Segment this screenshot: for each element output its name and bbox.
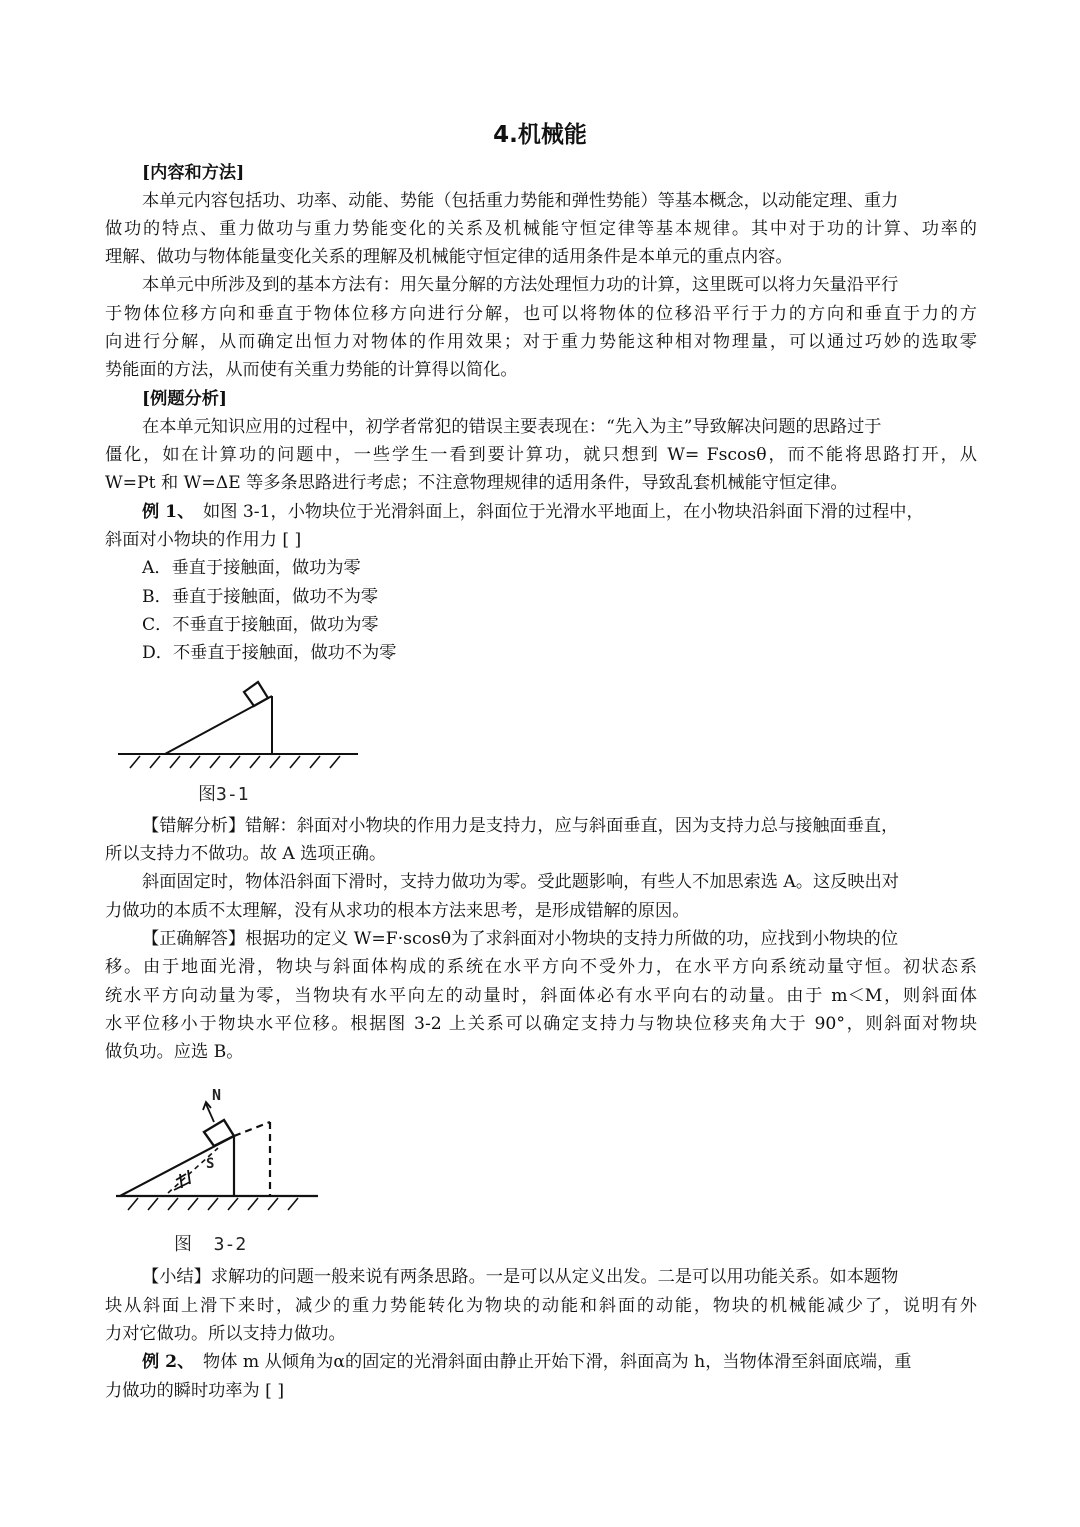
- page-title: 4.机械能: [493, 122, 587, 148]
- paragraph-line: 做功的特点、重力做功与重力势能变化的关系及机械能守恒定律等基本规律。其中对于功的计算、功率的: [105, 219, 977, 239]
- example-1-stem: 如图 3-1，小物块位于光滑斜面上，斜面位于光滑水平地面上，在小物块沿斜面下滑的过程中，: [203, 502, 924, 522]
- paragraph-line: 本单元内容包括功、功率、动能、势能（包括重力势能和弹性势能）等基本概念，以动能定理、重力: [142, 191, 899, 211]
- correct-answer-line: 移。由于地面光滑，物块与斜面体构成的系统在水平方向不受外力，在水平方向系统动量守恒。初状态系: [105, 957, 977, 977]
- wrong-analysis-line: 【错解分析】错解：斜面对小物块的作用力是支持力，应与斜面垂直，因为支持力总与接触面垂直，: [142, 816, 899, 836]
- summary-line: 块从斜面上滑下来时，减少的重力势能转化为物块的动能和斜面的动能，物块的机械能减少了，说明有外: [105, 1296, 977, 1316]
- summary-line: 【小结】求解功的问题一般来说有两条思路。一是可以从定义出发。二是可以用功能关系。如本题物: [142, 1267, 899, 1287]
- figure-3-2-caption: 图 3-2: [174, 1234, 247, 1255]
- example-2-stem: 物体 m 从倾角为α的固定的光滑斜面由静止开始下滑，斜面高为 h，当物体滑至斜面底端，重: [203, 1352, 912, 1372]
- figure-3-1-caption: 图3-1: [198, 784, 249, 805]
- example-1-stem: 斜面对小物块的作用力 [ ]: [105, 530, 302, 550]
- correct-answer-line: 做负功。应选 B。: [105, 1042, 244, 1062]
- paragraph-line: 本单元中所涉及到的基本方法有：用矢量分解的方法处理恒力功的计算，这里既可以将力矢量沿平行: [142, 275, 899, 295]
- paragraph-line: 在本单元知识应用的过程中，初学者常犯的错误主要表现在：“先入为主”导致解决问题的思路过于: [142, 417, 882, 437]
- displacement-label: S: [206, 1156, 215, 1172]
- correct-answer-line: 【正确解答】根据功的定义 W=F·scosθ为了求斜面对小物块的支持力所做的功，应找到小物块的位: [142, 929, 899, 949]
- option-c: C．不垂直于接触面，做功为零: [142, 615, 379, 635]
- option-a: A．垂直于接触面，做功为零: [142, 558, 361, 578]
- paragraph-line: 于物体位移方向和垂直于物体位移方向进行分解，也可以将物体的位移沿平行于力的方向和垂直于力的方: [105, 304, 977, 324]
- section-heading-content: [内容和方法]: [142, 163, 245, 183]
- paragraph-line: 僵化，如在计算功的问题中，一些学生一看到要计算功，就只想到 W= Fscosθ，而不能将思路打开，从: [105, 445, 977, 465]
- paragraph-line: W=Pt 和 W=ΔE 等多条思路进行考虑；不注意物理规律的适用条件，导致乱套机械能守恒定律。: [105, 473, 848, 493]
- example-2-label: 例 2、: [142, 1352, 195, 1372]
- summary-line: 力对它做功。所以支持力做功。: [105, 1324, 346, 1344]
- wrong-reason-line: 斜面固定时，物体沿斜面下滑时，支持力做功为零。受此题影响，有些人不加思索选 A。这反映出对: [142, 872, 899, 892]
- section-heading-examples: [例题分析]: [142, 389, 228, 409]
- example-1-label: 例 1、: [142, 502, 195, 522]
- paragraph-line: 势能面的方法，从而使有关重力势能的计算得以简化。: [105, 360, 518, 380]
- figure-3-1: [110, 672, 370, 812]
- wrong-reason-line: 力做功的本质不太理解，没有从求功的根本方法来思考，是形成错解的原因。: [105, 901, 690, 921]
- wrong-analysis-line: 所以支持力不做功。故 A 选项正确。: [105, 844, 387, 864]
- example-2-stem: 力做功的瞬时功率为 [ ]: [105, 1381, 285, 1401]
- correct-answer-line: 水平位移小于物块水平位移。根据图 3-2 上关系可以确定支持力与物块位移夹角大于 90°，则斜面对物块: [105, 1014, 977, 1034]
- correct-answer-line: 统水平方向动量为零，当物块有水平向左的动量时，斜面体必有水平向右的动量。由于 m＜M，则斜面体: [105, 986, 977, 1006]
- paragraph-line: 向进行分解，从而确定出恒力对物体的作用效果；对于重力势能这种相对物理量，可以通过巧妙的选取零: [105, 332, 977, 352]
- option-d: D．不垂直于接触面，做功不为零: [142, 643, 397, 663]
- paragraph-line: 理解、做功与物体能量变化关系的理解及机械能守恒定律的适用条件是本单元的重点内容。: [105, 247, 793, 267]
- figure-3-2: [110, 1080, 330, 1260]
- normal-force-label: N: [212, 1086, 222, 1104]
- option-b: B．垂直于接触面，做功不为零: [142, 587, 379, 607]
